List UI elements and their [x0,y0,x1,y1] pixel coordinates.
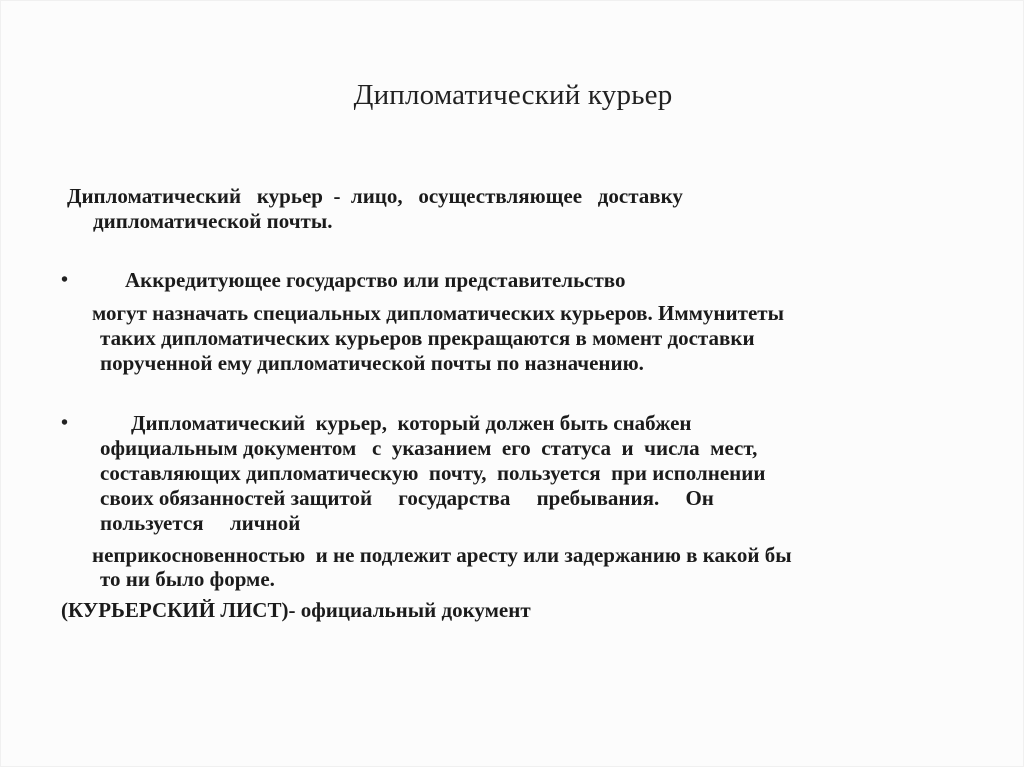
bullet-1-line-1: Аккредитующее государство или представительство [125,268,626,292]
bullet-marker: • [61,412,69,434]
bullet-2-line-4: своих обязанностей защитой государства пребывания. Он [100,486,714,510]
bullet-1-line-3: таких дипломатических курьеров прекращаются в момент доставки [100,326,755,350]
bullet-1-line-2: могут назначать специальных дипломатических курьеров. Иммунитеты [92,301,784,325]
courier-sheet-note: (КУРЬЕРСКИЙ ЛИСТ)- официальный документ [61,598,531,622]
bullet-2-line-1: Дипломатический курьер, который должен быть снабжен [131,411,692,435]
bullet-2-line-7: то ни было форме. [100,567,275,591]
bullet-1-line-4: порученной ему дипломатической почты по назначению. [100,351,644,375]
definition-line-2: дипломатической почты. [93,209,333,233]
slide-title: Дипломатический курьер [353,79,673,111]
bullet-2-line-6: неприкосновенностью и не подлежит аресту или задержанию в какой бы [92,543,792,567]
bullet-2-line-3: составляющих дипломатическую почту, пользуется при исполнении [100,461,766,485]
definition-line-1: Дипломатический курьер - лицо, осуществляющее доставку [67,184,683,208]
bullet-2-line-5: пользуется личной [100,511,301,535]
bullet-marker: • [61,269,69,291]
bullet-2-line-2: официальным документом с указанием его статуса и числа мест, [100,436,758,460]
